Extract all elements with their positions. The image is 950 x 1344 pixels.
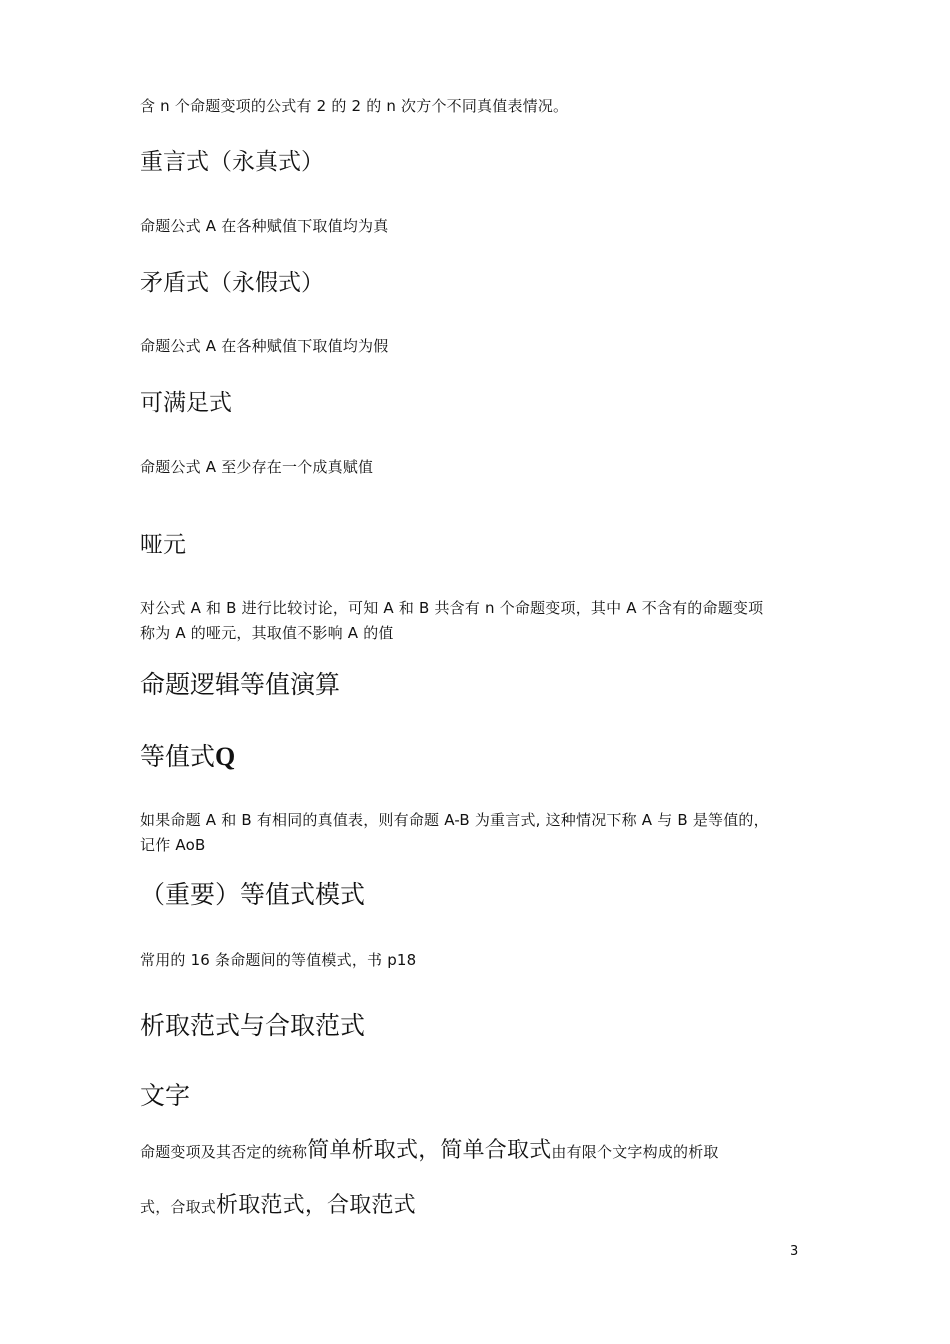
paragraph-satisfiable: 命题公式 A 至少存在一个成真赋值 [140,458,374,476]
paragraph-text: 由有限个文字构成的析取 [551,1143,719,1161]
inline-term: 析取范式，合取范式 [216,1193,416,1218]
paragraph-line: 记作 AoB [140,836,206,854]
paragraph-line: 如果命题 A 和 B 有相同的真值表，则有命题 A-B 为重言式, 这种情况下称 A 与 B 是等值的， [140,811,769,829]
heading-literal: 文字 [140,1081,191,1110]
heading-dummy-variable: 哑元 [140,532,186,558]
heading-satisfiable: 可满足式 [140,390,232,416]
paragraph-literal-line1 [140,1135,805,1168]
heading-tautology: 重言式（永真式） [140,149,324,175]
heading-text: 等值式 [140,742,216,771]
heading-contradiction: 矛盾式（永假式） [140,270,324,296]
paragraph-line: 称为 A 的哑元，其取值不影响 A 的值 [140,624,394,642]
heading-normal-forms: 析取范式与合取范式 [140,1011,366,1040]
paragraph-equivalence-patterns: 常用的 16 条命题间的等值模式，书 p18 [140,951,417,969]
paragraph-equivalence [140,808,805,858]
heading-equivalence-calculus: 命题逻辑等值演算 [140,670,341,699]
paragraph-text: 式，合取式 [140,1198,217,1216]
paragraph-literal-line2 [140,1190,805,1223]
inline-term: 简单析取式，简单合取式 [307,1138,552,1163]
paragraph-contradiction: 命题公式 A 在各种赋值下取值均为假 [140,337,389,355]
paragraph-tautology: 命题公式 A 在各种赋值下取值均为真 [140,217,389,235]
paragraph-line: 对公式 A 和 B 进行比较讨论，可知 A 和 B 共含有 n 个命题变项，其中 A 不含有的命题变项 [140,599,764,617]
heading-equivalence [140,742,805,772]
paragraph-truth-table-count: 含 n 个命题变项的公式有 2 的 2 的 n 次方个不同真值表情况。 [140,97,569,115]
heading-symbol: Q [215,742,236,771]
paragraph-dummy-variable [140,596,805,646]
heading-equivalence-patterns: （重要）等值式模式 [140,880,366,909]
paragraph-text: 命题变项及其否定的统称 [140,1143,308,1161]
page-number: 3 [790,1244,799,1259]
